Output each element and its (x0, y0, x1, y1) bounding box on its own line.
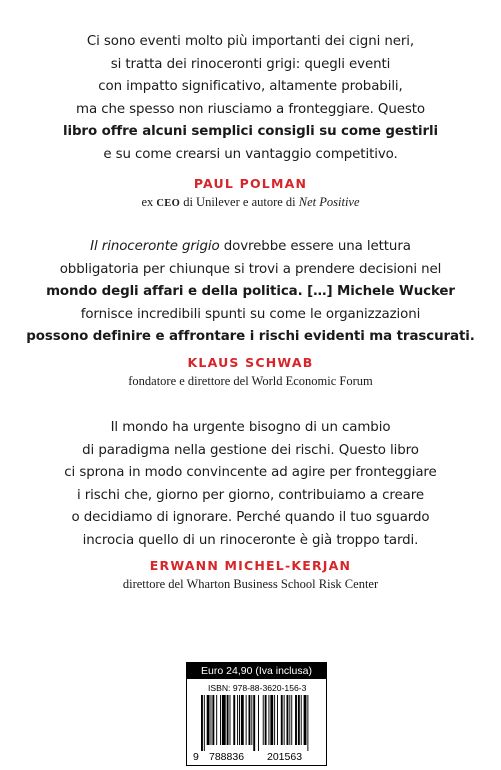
quote-line (0, 259, 501, 282)
role-text: direttore del Wharton Business School Risk Center (122, 577, 379, 591)
barcode-bar (274, 695, 275, 745)
role-text: CEO (156, 198, 181, 209)
barcode-bar (270, 695, 273, 745)
quote-text: Il rinoceronte grigio (90, 239, 220, 254)
barcode-bar (284, 695, 285, 745)
quote-line (0, 485, 501, 508)
barcode-bar (201, 695, 203, 751)
quote-line (0, 530, 501, 553)
barcode-bar (222, 695, 226, 745)
quote-line (0, 76, 501, 99)
quote-1 (0, 31, 501, 167)
barcode-bar (249, 695, 251, 745)
quote-1-role (0, 195, 501, 210)
quote-text: di paradigma nella gestione dei rischi. Questo libro (82, 442, 419, 458)
quote-line (0, 440, 501, 463)
quote-3 (0, 417, 501, 553)
quote-line (0, 281, 501, 304)
quote-3-role (0, 577, 501, 592)
price-label: Euro 24,90 (Iva inclusa) (187, 663, 326, 679)
role-text: fondatore e direttore del World Economic Forum (128, 374, 373, 388)
barcode-bar (281, 695, 283, 745)
quote-text: ci sprona in modo convincente ad agire per fronteggiare (64, 465, 437, 481)
quote-text: obbligatoria per chiunque si trovi a prendere decisioni nel (59, 261, 442, 277)
quote-text: e su come crearsi un vantaggio competitivo. (103, 146, 398, 162)
barcode-bar (207, 695, 210, 745)
quote-text: incrocia quello di un rinoceronte è già troppo tardi. (82, 532, 419, 548)
quote-line (0, 507, 501, 530)
barcode-bar (287, 695, 289, 745)
barcode-bar (268, 695, 269, 745)
barcode-bar (289, 695, 290, 745)
barcode-bar (253, 695, 255, 751)
barcode-bar (230, 695, 231, 745)
barcode-bar (204, 695, 205, 751)
barcode-bar (220, 695, 221, 745)
barcode-digit-lead: 9 (193, 751, 199, 763)
barcode-bar (251, 695, 252, 745)
barcode-bar (233, 695, 235, 745)
role-text: Net Positive (298, 195, 360, 209)
role-text: di Unilever e autore di (180, 195, 299, 209)
barcode-bar (298, 695, 300, 745)
barcode-bar (237, 695, 238, 745)
quote-2-author: KLAUS SCHWAB (187, 355, 314, 370)
quote-text: fornisce incredibili spunti su come le organizzazioni (80, 306, 421, 322)
barcode-bar (246, 695, 247, 745)
quote-text: mondo degli affari e della politica. […] Michele Wucker (46, 284, 455, 300)
quote-line (0, 31, 501, 54)
price-barcode-box (186, 662, 327, 766)
barcode-bar (277, 695, 278, 745)
quote-line (0, 144, 501, 167)
quote-text: si tratta dei rinoceronti grigi: quegli eventi (110, 56, 391, 72)
quote-2 (0, 236, 501, 349)
quote-text: o decidiamo di ignorare. Perché quando il tuo sguardo (71, 510, 430, 526)
quote-text: Ci sono eventi molto più importanti dei cigni neri, (86, 34, 415, 49)
barcode-bar (307, 695, 308, 751)
quote-line (0, 462, 501, 485)
quote-text: dovrebbe essere una lettura (219, 239, 411, 254)
isbn-label: ISBN: 978-88-3620-156-3 (208, 683, 307, 693)
barcode-bar (263, 695, 264, 745)
barcode-bar (304, 695, 307, 745)
quote-text: Il mondo ha urgente bisogno di un cambio (110, 420, 391, 435)
quote-text: i rischi che, giorno per giorno, contribuiamo a creare (76, 487, 425, 503)
barcode-bar (239, 695, 240, 745)
quote-line (0, 417, 501, 440)
barcode-bar (212, 695, 214, 745)
barcode-bar (241, 695, 244, 745)
role-text: ex (141, 195, 157, 209)
quote-line (0, 99, 501, 122)
quote-text: ma che spesso non riusciamo a fronteggiare. Questo (76, 101, 425, 117)
barcode-bar (265, 695, 267, 745)
barcode-bar (291, 695, 292, 745)
quote-1-author: PAUL POLMAN (193, 176, 308, 191)
quote-line (0, 304, 501, 327)
quote-line (0, 236, 501, 259)
quote-3-author: ERWANN MICHEL-KERJAN (149, 558, 352, 573)
barcode-bar (216, 695, 217, 745)
quote-line (0, 121, 501, 144)
barcode-bar (227, 695, 229, 745)
barcode-bar (258, 695, 259, 751)
barcode-bar (211, 695, 212, 745)
barcode-digits-left: 788836 (209, 751, 245, 763)
quote-line (0, 326, 501, 349)
barcode-bar (295, 695, 297, 745)
quote-text: con impatto significativo, altamente probabili, (98, 79, 403, 95)
quote-2-role (0, 374, 501, 389)
quote-text: possono definire e affrontare i rischi evidenti ma trascurati. (26, 329, 475, 345)
quote-text: libro offre alcuni semplici consigli su come gestirli (62, 124, 439, 140)
quote-line (0, 54, 501, 77)
barcode-digits-right: 201563 (267, 751, 303, 763)
barcode-bar (301, 695, 302, 745)
barcode-image (191, 695, 323, 751)
